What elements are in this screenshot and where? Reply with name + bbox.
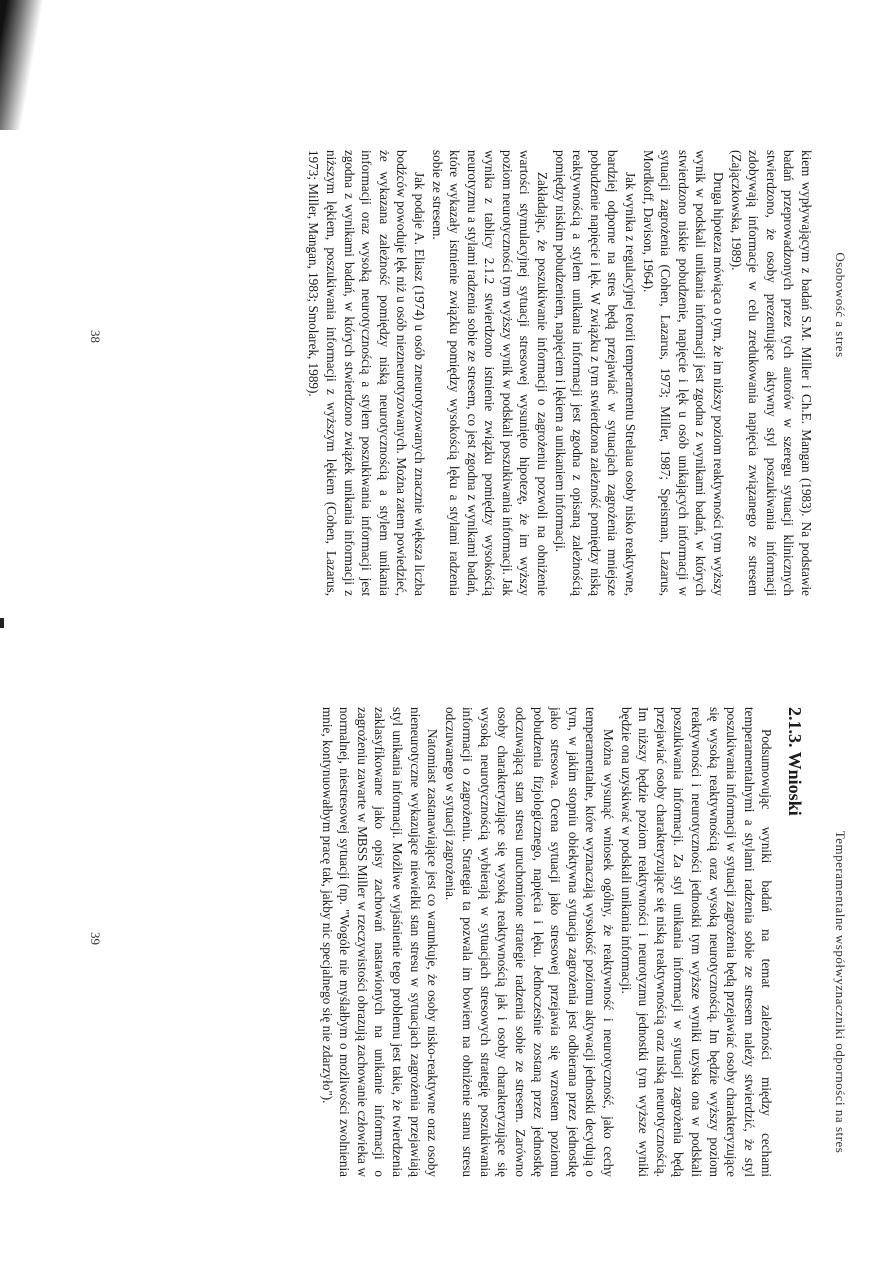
text-column <box>155 707 815 1177</box>
page-39 <box>0 632 893 1262</box>
section-title: 2.1.3. Wnioski <box>785 707 805 816</box>
page-number: 38 <box>88 330 103 343</box>
paragraph: Jak wynika z regulacyjnej teorii temperamentu Strelaua osoby nisko reaktywne, bardziej odporne na stres będą przejawiać w sytuacjach zagrożenia mniejsze pobudzenie napięcie i lęk. W związku z tym stwierdzona zależność pomiędzy niską reaktywnością a stylem unikania informacji jest zgodna z opisaną zależnością pomiędzy niskim pobudzeniem, napięciem i lękiem a unikaniem informacji. <box>552 150 639 596</box>
paragraph: Zakładając, że poszukiwanie informacji o zagrożeniu pozwoli na obniżenie wartości stymulacyjnej sytuacji stresowej wysunięto hipotezę, że im wyższy poziom neurotyczności tym wyższy wynik w podskali poszukiwania informacji. Jak wynika z tablicy 2.1.2 stwierdzono istnienie związku pomiędzy wysokością neurotyzmu a stylami radzenia sobie ze stresem, co jest zgodna z wynikami badań, które wykazały istnienie związku pomiędzy wysokością lęku a stylami radzenia sobie ze stresem. <box>429 150 551 596</box>
running-head: Temperamentalne współwyznaczniki odporności na stres <box>833 830 848 1154</box>
paragraph: Natomiast zastanawiające jest co warunkuje, że osoby nisko-reaktywne oraz osoby nieneurotyczne wykazujące niewielki stan stresu w sytuacjach zagrożenia przejawiają styl unikania informacji. Możliwe wyjaśnienie tego problemu jest takie, że twierdzenia zaklasyfikowane jako opisy zachowań nastawionych na unikanie informacji o zagrożeniu zawarte w MBSS Miller w rzeczywistości obrazują zachowanie człowieka w normalnej, niestresowej sytuacji (np. "Wogóle nie myślałbym o możliwości zwolnienia mnie, kontynuowałbym pracę tak, jakby nic specjalnego się nie zdarzyło"). <box>319 707 441 1177</box>
running-head: Osobowość a stres <box>833 252 848 358</box>
page-38 <box>0 0 893 630</box>
page-number: 39 <box>88 932 103 945</box>
paragraph: Podsumowując wyniki badań na temat zależności między cechami temperamentalnymi a stylami radzenia sobie ze stresem należy stwierdzić, że styl poszukiwania informacji w sytuacji zagrożenia będą przejawiać osoby charakteryzujące się wysoką reaktywnością oraz wysoką neurotycznością. Im będzie wyższy poziom reaktywności i neurotyczności jednostki tym wyższe wyniki uzyska ona w podskali poszukiwania informacji. Za styl unikania informacji w sytuacji zagrożenia będą przejawiać osoby charakteryzujące się niską reaktywnością oraz niską neurotycznością. Im niższy będzie poziom reaktywności i neurotyzmu jednostki tym wyższe wyniki będzie ona uzyskiwać w podskali unikania informacji. <box>618 707 775 1177</box>
paragraph: Można wysunąć wniosek ogólny, że reaktywność i neurotyczność, jako cechy temperamentalne, które wyznaczają wysokość poziomu aktywacji jednostki decydują o tym, w jakim stopniu obiektywna sytuacja zagrożenia jest odbierana przez jednostkę jako stresowa. Ocena sytuacji jako stresowej przejawia się wzrostem poziomu pobudzenia fizjologicznego, napięcia i lęku. Jednocześnie zostaną przez jednostkę odczuwającą stan stresu uruchomione strategie radzenia sobie ze stresem. Zarówno osoby charakteryzujące się wysoką reaktywnością jak i osoby charakteryzujące się wysoką neurotycznością wybierają w sytuacjach stresowych strategię poszukiwania informacji o zagrożeniu. Strategia ta pozwala im bowiem na obniżenie stanu stresu odczuwanego w sytuacji zagrożenia. <box>442 707 617 1177</box>
paragraph: Jak podaje A. Eliasz (1974) u osób zneurotyzowanych znacznie większa liczba bodźców powoduje lęk niż u osób niezneurotyzowanych. Można zatem powiedzieć, że wykazana zależność pomiędzy niską neurotycznością a stylem unikania informacji oraz wysoką neurotycznością a stylem poszukiwania informacji jest zgodna z wynikami badań, w których stwierdzono związek unikania informacji z niższym lękiem, poszukiwania informacji z wyższym lękiem (Cohen, Lazarus, 1973; Miller, Mangan, 1983; Smolarek, 1989). <box>306 150 427 596</box>
text-column <box>155 150 815 596</box>
paragraph: Druga hipoteza mówiąca o tym, że im niższy poziom reaktywności tym wyższy wynik w podskali unikania informacji jest zgodna z wynikami badań, w których stwierdzono niskie pobudzenie, napięcie i lęk u osób unikających informacji w sytuacji zagrożenia (Cohen, Lazarus, 1973; Miller, 1987; Speisman, Lazarus, Mordkoff, Davison, 1964). <box>640 150 727 596</box>
paragraph: kiem wypływającym z badań S.M. Miller i Ch.E. Mangan (1983). Na podstawie badań przeprowadzonych przez tych autorów w szeregu sytuacji klinicznych stwierdzono, że osoby prezentujące aktywny styl poszukiwania informacji zdobywają informacje w celu zredukowania napięcia związanego ze stresem (Zajączkowska, 1989). <box>728 150 814 596</box>
